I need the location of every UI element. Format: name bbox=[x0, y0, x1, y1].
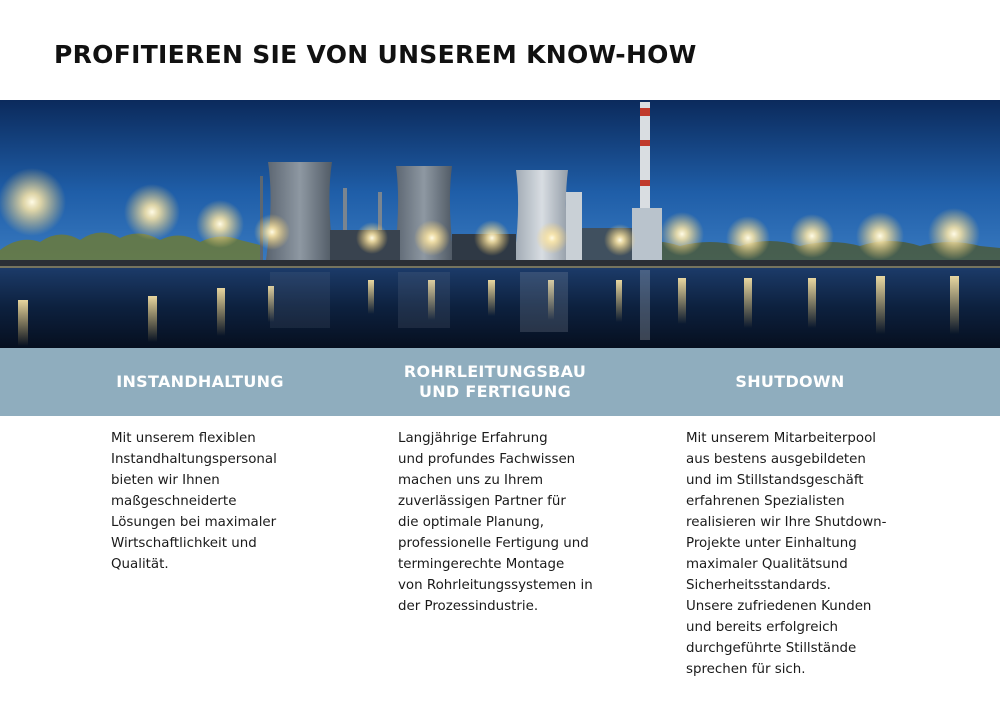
page-title: PROFITIEREN SIE VON UNSEREM KNOW-HOW bbox=[54, 40, 697, 69]
heading-line: UND FERTIGUNG bbox=[418, 382, 572, 401]
text-shutdown: Mit unserem Mitarbeiterpool aus bestens ausgebildeten und im Stillstandsgeschäft erfahrenen Spezialisten realisieren wir Ihre Shutdown- Projekte unter Einhaltung maximaler Qualitätsund Sicherheitsstandards. Unsere zufriedenen Kunden und bereits erfolgreich durchgeführte Stillstände sprechen für sich. bbox=[686, 431, 887, 677]
heading-line: INSTANDHALTUNG bbox=[116, 372, 284, 391]
text-instandhaltung: Mit unserem flexiblen Instandhaltungspersonal bieten wir Ihnen maßgeschneiderte Lösungen bei maximaler Wirtschaftlichkeit und Qualität. bbox=[111, 431, 277, 572]
heading-line: SHUTDOWN bbox=[735, 372, 845, 391]
heading-instandhaltung bbox=[60, 348, 340, 416]
hero-image bbox=[0, 100, 1000, 348]
heading-line: ROHRLEITUNGSBAU bbox=[403, 362, 587, 381]
heading-rohrleitungsbau bbox=[360, 348, 630, 416]
heading-shutdown bbox=[650, 348, 930, 416]
heading-band bbox=[0, 348, 1000, 416]
text-rohrleitungsbau: Langjährige Erfahrung und profundes Fachwissen machen uns zu Ihrem zuverlässigen Partner für die optimale Planung, professionelle Fertigung und termingerechte Montage von Rohrleitungssystemen in der Prozessindustrie. bbox=[398, 431, 593, 614]
